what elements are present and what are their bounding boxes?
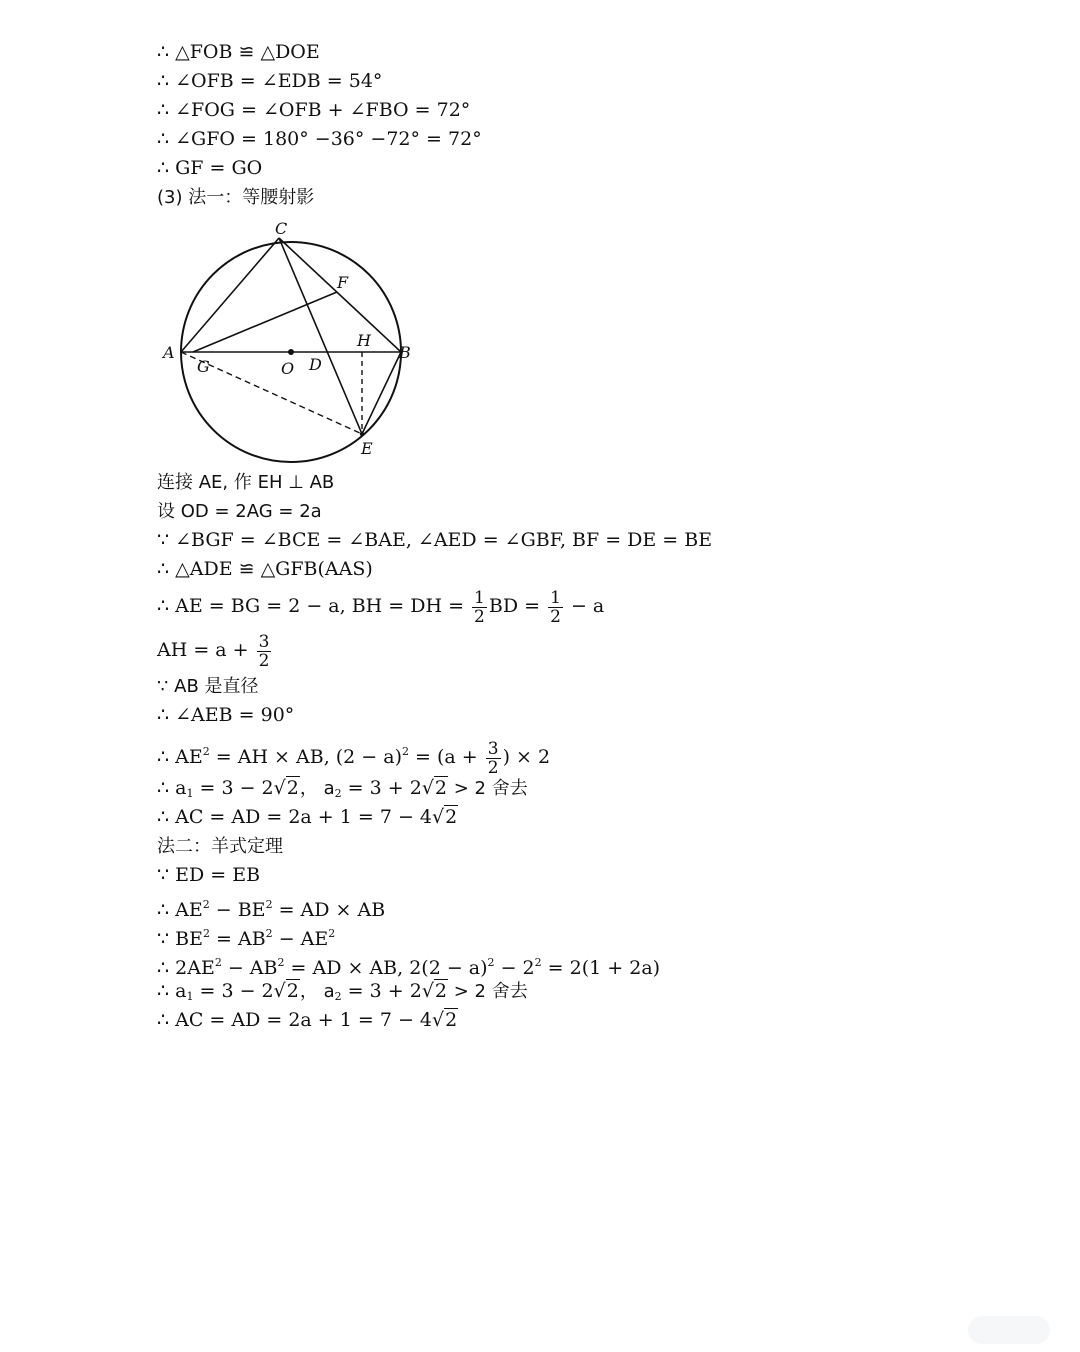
m2l3-b: = AB (209, 928, 266, 950)
m2l4-e: = 2(1 + 2a) (541, 957, 661, 979)
fraction-numerator: 1 (550, 587, 561, 608)
sqrt-argument: 2 (286, 777, 299, 799)
m2l5-d: = 3 + 2 (341, 980, 422, 1002)
exponent: 2 (487, 956, 495, 969)
method2-line-1: ∵ ED = EB (157, 864, 261, 886)
m2l4-b: − AB (221, 957, 278, 979)
label-o: O (281, 359, 295, 378)
exponent: 2 (402, 745, 410, 758)
m2l2-b: − BE (209, 899, 266, 921)
method1-line-1: 连接 AE, 作 EH ⊥ AB (157, 472, 335, 493)
m2l2-c: = AD × AB (272, 899, 386, 921)
label-e: E (361, 439, 373, 458)
method1-line-4: ∴ △ADE ≌ △GFB(AAS) (157, 558, 373, 580)
label-h: H (357, 331, 371, 350)
proof-line-4: ∴ ∠GFO = 180° −36° −72° = 72° (157, 128, 482, 150)
method2-line-6 (157, 1006, 977, 1035)
m2l2-a: ∴ AE (157, 899, 203, 921)
sqrt-sign: √ (432, 1009, 445, 1031)
fraction-denominator: 2 (487, 757, 499, 778)
m1l10-d: = 3 + 2 (341, 777, 422, 799)
subscript: 2 (334, 787, 342, 800)
sqrt-sign: √ (273, 777, 286, 799)
sqrt-argument: 2 (434, 980, 448, 1002)
segment-eb (362, 352, 401, 434)
m1l5-text-c: − a (564, 595, 605, 617)
method2-line-5 (157, 977, 977, 1006)
label-f: F (337, 273, 349, 292)
fraction-numerator: 3 (487, 738, 499, 759)
m2l4-d: − 2 (494, 957, 535, 979)
exponent: 2 (202, 745, 210, 758)
proof-line-1: ∴ △FOB ≌ △DOE (157, 41, 320, 63)
point-e-dot (360, 432, 364, 436)
sqrt-sign: √ (432, 806, 445, 828)
sqrt-sign: √ (421, 777, 434, 799)
m2l4-a: ∴ 2AE (157, 957, 215, 979)
m1l6-text: AH = a + (157, 639, 255, 661)
label-a: A (163, 343, 175, 362)
method1-line-6 (157, 628, 977, 672)
m2l5-b: = 3 − 2 (193, 980, 274, 1002)
fraction-half-2 (548, 589, 563, 626)
method1-line-10 (157, 774, 977, 803)
exponent: 2 (202, 898, 210, 911)
label-d: D (309, 355, 322, 374)
center-point (288, 349, 294, 355)
fraction-half-1 (472, 589, 487, 626)
segment-cb (279, 238, 401, 352)
m2l4-c: = AD × AB, 2(2 − a) (284, 957, 488, 979)
label-c: C (275, 219, 288, 238)
subscript: 2 (334, 990, 342, 1003)
m1l9-d: ) × 2 (502, 746, 551, 768)
sqrt-sign: √ (421, 980, 434, 1002)
m1l10-a: ∴ a (157, 777, 187, 799)
sqrt-argument: 2 (445, 806, 458, 828)
method1-line-8: ∴ ∠AEB = 90° (157, 704, 295, 726)
fraction-denominator: 2 (550, 606, 561, 627)
fraction-denominator: 2 (258, 650, 270, 671)
sqrt-argument: 2 (445, 1009, 458, 1031)
method1-line-7: ∵ AB 是直径 (157, 676, 259, 697)
method1-line-5 (157, 584, 977, 628)
exponent: 2 (534, 956, 542, 969)
m2l3-a: ∵ BE (157, 928, 203, 950)
method2-line-4 (157, 948, 977, 977)
exponent: 2 (277, 956, 285, 969)
fraction-numerator: 1 (474, 587, 485, 608)
segment-ce (279, 238, 362, 434)
exponent: 2 (214, 956, 222, 969)
exponent: 2 (328, 927, 336, 940)
m1l5-text-a: ∴ AE = BG = 2 − a, BH = DH = (157, 595, 471, 617)
m1l9-a: ∴ AE (157, 746, 203, 768)
exponent: 2 (265, 927, 273, 940)
m2l6-a: ∴ AC = AD = 2a + 1 = 7 − 4 (157, 1009, 433, 1031)
fraction-denominator: 2 (474, 606, 485, 627)
exponent: 2 (265, 898, 273, 911)
m2l3-c: − AE (272, 928, 329, 950)
fraction-three-halves (486, 740, 501, 777)
segment-ac (181, 238, 279, 352)
m2l5-c: ， a (299, 981, 335, 1002)
m1l10-c: ， a (299, 778, 335, 799)
m2l5-e: > 2 舍去 (448, 981, 528, 1002)
m1l5-text-b: BD = (488, 595, 547, 617)
m1l9-b: = AH × AB, (2 − a) (209, 746, 403, 768)
watermark-badge (968, 1316, 1050, 1344)
label-b: B (399, 343, 411, 362)
fraction-three-halves (257, 633, 272, 670)
m1l10-e: > 2 舍去 (448, 778, 528, 799)
method2-line-3 (157, 919, 977, 948)
sqrt-sign: √ (273, 980, 286, 1002)
geometry-figure (157, 216, 417, 466)
method2-title: 法二：羊式定理 (157, 836, 283, 857)
fraction-numerator: 3 (258, 631, 270, 652)
exponent: 2 (202, 927, 210, 940)
subscript: 1 (186, 990, 194, 1003)
subscript: 1 (186, 787, 194, 800)
proof-line-3: ∴ ∠FOG = ∠OFB + ∠FBO = 72° (157, 99, 471, 121)
method1-line-2: 设 OD = 2AG = 2a (157, 501, 322, 522)
sqrt-argument: 2 (434, 777, 448, 799)
circle-diagram (157, 216, 417, 466)
m1l11-a: ∴ AC = AD = 2a + 1 = 7 − 4 (157, 806, 433, 828)
proof-line-2: ∴ ∠OFB = ∠EDB = 54° (157, 70, 383, 92)
document-page (157, 38, 977, 1035)
method1-line-9 (157, 730, 977, 778)
label-g: G (197, 357, 210, 376)
section-3-title: (3) 法一：等腰射影 (157, 187, 315, 208)
proof-line-5: ∴ GF = GO (157, 157, 263, 179)
m1l10-b: = 3 − 2 (193, 777, 274, 799)
method2-line-2 (157, 890, 977, 919)
m2l5-a: ∴ a (157, 980, 187, 1002)
method1-line-11 (157, 803, 977, 832)
m1l9-c: = (a + (409, 746, 484, 768)
method1-line-3: ∵ ∠BGF = ∠BCE = ∠BAE, ∠AED = ∠GBF, BF = DE = BE (157, 529, 713, 551)
sqrt-argument: 2 (286, 980, 299, 1002)
